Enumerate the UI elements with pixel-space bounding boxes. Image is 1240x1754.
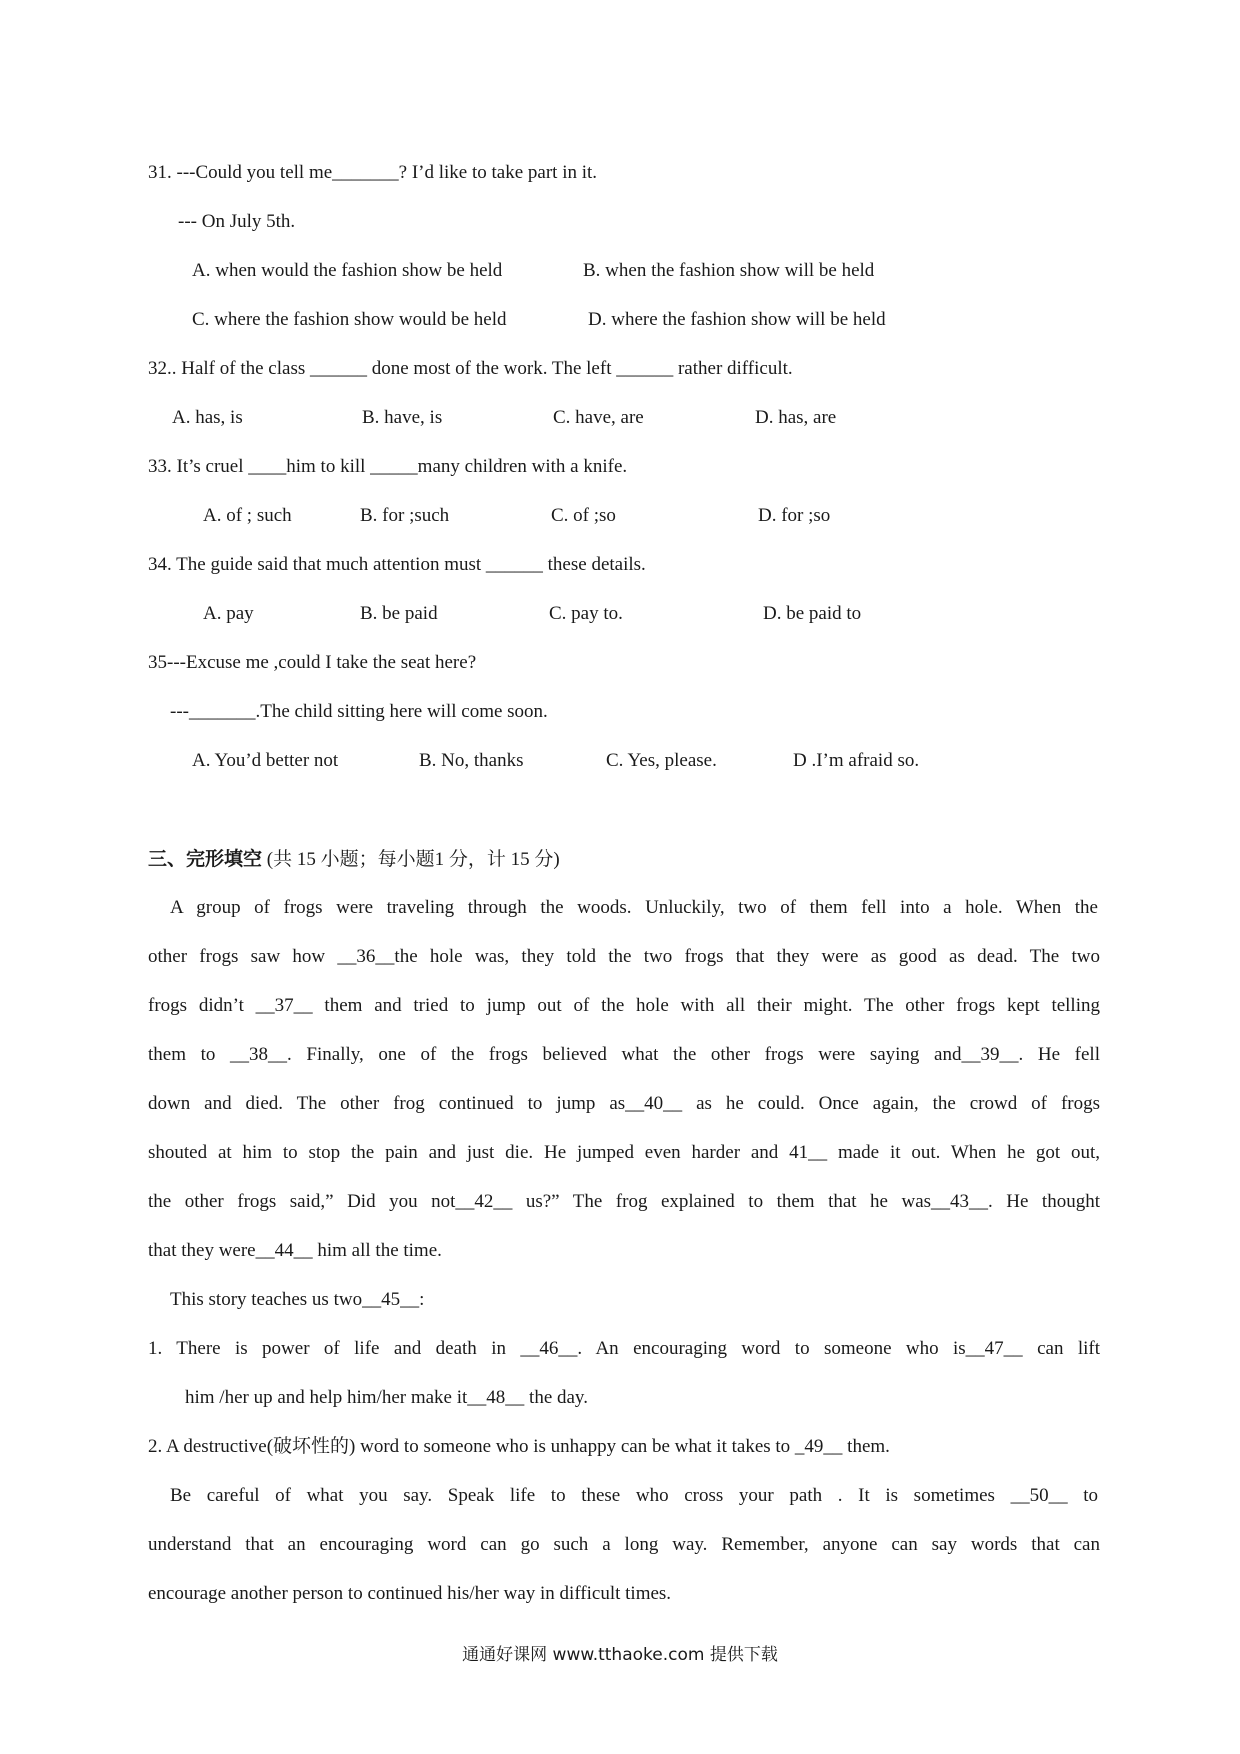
question-32-option-c: C. have, are <box>553 407 644 428</box>
question-35-option-a: A. You’d better not <box>192 750 339 771</box>
question-33-option-b: B. for ;such <box>360 505 450 526</box>
passage-line: This story teaches us two__45__: <box>170 1289 425 1310</box>
passage-line: them to __38__. Finally, one of the frogs believed what the other frogs were saying and__39__. He fell <box>148 1044 1100 1065</box>
question-31-answer-line: --- On July 5th. <box>178 211 296 232</box>
page-footer: 通通好课网 www.tthaoke.com 提供下载 <box>462 1645 778 1665</box>
passage-line: him /her up and help him/her make it__48__ the day. <box>185 1387 588 1408</box>
question-31-option-d: D. where the fashion show will be held <box>588 309 886 330</box>
question-35-option-d: D .I’m afraid so. <box>793 750 920 771</box>
passage-line: down and died. The other frog continued to jump as__40__ as he could. Once again, the crowd of frogs <box>148 1093 1100 1114</box>
question-34-option-c: C. pay to. <box>549 603 623 624</box>
question-33-option-d: D. for ;so <box>758 505 831 526</box>
passage-line: A group of frogs were traveling through the woods. Unluckily, two of them fell into a hole. When the <box>170 897 1098 918</box>
passage-line: Be careful of what you say. Speak life to these who cross your path . It is sometimes __50__ to <box>170 1485 1098 1506</box>
question-34-option-a: A. pay <box>203 603 254 624</box>
passage-line: 1. There is power of life and death in __46__. An encouraging word to someone who is__47__ can lift <box>148 1338 1100 1359</box>
question-33-stem: 33. It’s cruel ____him to kill _____many children with a knife. <box>148 456 628 477</box>
question-31-option-b: B. when the fashion show will be held <box>583 260 875 281</box>
question-31-option-a: A. when would the fashion show be held <box>192 260 503 281</box>
question-35-answer-line: ---_______.The child sitting here will come soon. <box>170 701 548 722</box>
passage-line: that they were__44__ him all the time. <box>148 1240 442 1261</box>
passage-line: other frogs saw how __36__the hole was, they told the two frogs that they were as good as dead. The two <box>148 946 1100 967</box>
passage-line: shouted at him to stop the pain and just die. He jumped even harder and 41__ made it out. When he got out, <box>148 1142 1100 1163</box>
question-34-stem: 34. The guide said that much attention must ______ these details. <box>148 554 646 575</box>
passage-line: 2. A destructive(破坏性的) word to someone who is unhappy can be what it takes to _49__ them. <box>148 1436 890 1457</box>
question-31-option-c: C. where the fashion show would be held <box>192 309 507 330</box>
section-3-title: 三、完形填空 <box>148 848 263 870</box>
question-35-option-b: B. No, thanks <box>419 750 524 771</box>
section-3-heading <box>148 846 560 873</box>
question-32-option-a: A. has, is <box>172 407 243 428</box>
passage-line: frogs didn’t __37__ them and tried to jump out of the hole with all their might. The other frogs kept telling <box>148 995 1100 1016</box>
question-32-option-d: D. has, are <box>755 407 837 428</box>
section-3-scoring: (共 15 小题；每小题1 分，计 15 分) <box>262 849 560 870</box>
question-33-option-a: A. of ; such <box>203 505 292 526</box>
question-34-option-b: B. be paid <box>360 603 438 624</box>
question-32-option-b: B. have, is <box>362 407 443 428</box>
question-33-option-c: C. of ;so <box>551 505 616 526</box>
question-35-stem: 35---Excuse me ,could I take the seat here? <box>148 652 477 673</box>
question-32-stem: 32.. Half of the class ______ done most of the work. The left ______ rather difficult. <box>148 358 793 379</box>
passage-line: the other frogs said,” Did you not__42__ us?” The frog explained to them that he was__43__. He thought <box>148 1191 1100 1212</box>
passage-line: understand that an encouraging word can go such a long way. Remember, anyone can say words that can <box>148 1534 1100 1555</box>
passage-line: encourage another person to continued his/her way in difficult times. <box>148 1583 672 1604</box>
question-35-option-c: C. Yes, please. <box>606 750 717 771</box>
question-34-option-d: D. be paid to <box>763 603 862 624</box>
question-31-stem: 31. ---Could you tell me_______? I’d like to take part in it. <box>148 162 598 183</box>
